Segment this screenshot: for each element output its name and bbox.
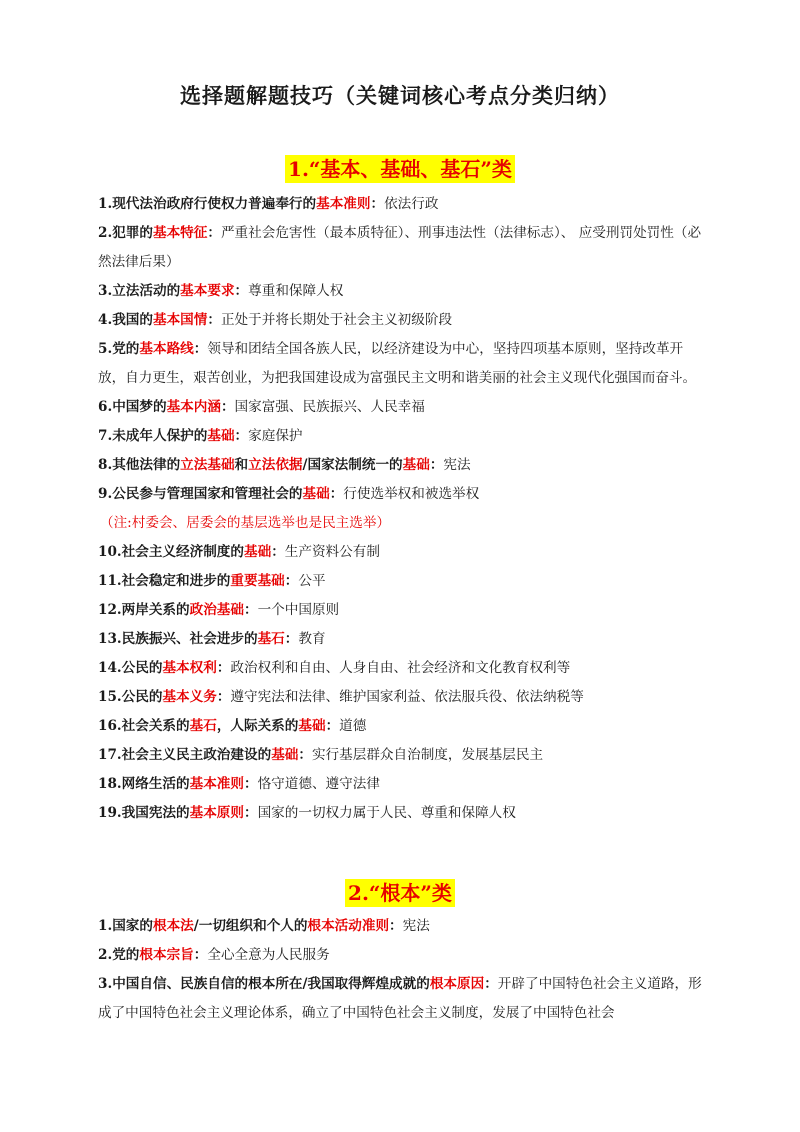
keyword-highlight: 基本原则 <box>189 805 244 821</box>
item-subject: ： <box>284 573 299 589</box>
keyword-highlight: 基础 <box>402 457 430 473</box>
item-number: 19. <box>98 805 122 821</box>
keyword-highlight: 根本宗旨 <box>139 947 194 963</box>
item-subject: 犯罪的 <box>112 225 153 241</box>
item-subject: 和 <box>234 457 249 473</box>
item-answer: 教育 <box>298 631 326 647</box>
item-subject: ： <box>216 689 231 705</box>
keyword-highlight: 基本权利 <box>162 660 217 676</box>
item-answer: 遵守宪法和法律、维护国家利益、依法服兵役、依法纳税等 <box>230 689 584 705</box>
list-item <box>98 567 708 596</box>
item-number: 1. <box>98 196 113 212</box>
list-item <box>98 654 708 683</box>
keyword-highlight: 基础 <box>207 428 235 444</box>
item-answer: 国家的一切权力属于人民、尊重和保障人权 <box>257 805 516 821</box>
item-subject: 现代法治政府行使权力普遍奉行的 <box>112 196 317 212</box>
item-answer: 依法行政 <box>384 196 439 212</box>
keyword-highlight: 根本原因 <box>429 976 485 992</box>
item-subject: ： <box>329 486 344 502</box>
item-number: 8. <box>98 457 113 473</box>
item-subject: ： <box>193 947 208 963</box>
item-subject: 两岸关系的 <box>121 602 190 618</box>
item-answer: 道德 <box>339 718 367 734</box>
item-subject: 其他法律的 <box>112 457 181 473</box>
keyword-highlight: 重要基础 <box>230 573 285 589</box>
keyword-highlight: 基本国情 <box>152 312 208 328</box>
item-subject: 社会稳定和进步的 <box>121 573 231 589</box>
item-number: 11. <box>98 573 122 589</box>
keyword-highlight: 基本要求 <box>180 283 235 299</box>
keyword-highlight: 基本路线 <box>139 341 194 357</box>
keyword-highlight: 基本准则 <box>189 776 244 792</box>
item-number: 5. <box>98 341 113 357</box>
section-heading-text: 1.“基本、基础、基石”类 <box>285 155 515 183</box>
item-subject: 我国宪法的 <box>121 805 190 821</box>
list-item <box>98 277 708 306</box>
item-subject: ： <box>244 602 258 618</box>
item-subject: ： <box>244 776 258 792</box>
list-item <box>98 538 708 567</box>
item-subject: ： <box>193 341 208 357</box>
item-answer: 政治权利和自由、人身自由、社会经济和文化教育权利等 <box>230 660 571 676</box>
item-subject: ： <box>370 196 385 212</box>
item-answer: 行使选举权和被选举权 <box>343 486 480 502</box>
item-subject: 立法活动的 <box>112 283 181 299</box>
item-answer: 实行基层群众自治制度，发展基层民主 <box>311 747 544 763</box>
item-answer: 生产资料公有制 <box>284 544 380 560</box>
list-item <box>98 912 708 941</box>
item-subject: 中国自信、民族自信的根本所在/我国取得辉煌成就的 <box>112 976 430 992</box>
list-item <box>98 335 708 393</box>
item-subject: ： <box>389 918 403 934</box>
list-item <box>98 941 708 970</box>
item-note: （注:村委会、居委会的基层选举也是民主选举） <box>100 515 391 531</box>
item-number: 10. <box>98 544 122 560</box>
item-subject: 社会主义经济制度的 <box>121 544 244 560</box>
item-subject: 民族振兴、社会进步的 <box>121 631 258 647</box>
item-subject: ： <box>216 660 231 676</box>
item-subject: 未成年人保护的 <box>112 428 208 444</box>
list-item <box>98 596 708 625</box>
item-subject: ，人际关系的 <box>216 718 299 734</box>
item-answer: 国家富强、民族振兴、人民幸福 <box>234 399 425 415</box>
item-number: 13. <box>98 631 122 647</box>
section-heading-text: 2.“根本”类 <box>345 879 455 907</box>
item-answer: 严重社会危害性（最本质特征）、刑事违法性（法律标志）、 应受刑罚处罚性（必然法律后果） <box>98 225 702 270</box>
item-subject: ： <box>271 544 285 560</box>
item-number: 16. <box>98 718 122 734</box>
document-title: 选择题解题技巧（关键词核心考点分类归纳） <box>180 83 620 108</box>
item-number: 7. <box>98 428 113 444</box>
item-answer: 家庭保护 <box>248 428 303 444</box>
item-answer: 恪守道德、遵守法律 <box>257 776 380 792</box>
list-item <box>98 422 708 451</box>
list-item <box>98 683 708 712</box>
section-items-fundamental <box>98 912 708 1028</box>
item-subject: ： <box>220 399 235 415</box>
item-subject: /一切组织和个人的 <box>193 918 308 934</box>
item-answer: 开辟了中国特色社会主义道路，形成了中国特色社会主义理论体系，确立了中国特色社会主义制度，发展了中国特色社会 <box>98 976 702 1021</box>
keyword-highlight: 根本活动准则 <box>307 918 390 934</box>
item-number: 12. <box>98 602 122 618</box>
item-subject: 社会主义民主政治建设的 <box>121 747 272 763</box>
list-item <box>98 625 708 654</box>
item-subject: ： <box>284 631 299 647</box>
keyword-highlight: 基本内涵 <box>166 399 221 415</box>
item-subject: 公民的 <box>121 660 163 676</box>
item-answer: 宪法 <box>443 457 471 473</box>
item-subject: /国家法制统一的 <box>302 457 403 473</box>
list-item <box>98 712 708 741</box>
item-number: 17. <box>98 747 122 763</box>
item-number: 9. <box>98 486 113 502</box>
list-item <box>98 451 708 480</box>
keyword-highlight: 基本特征 <box>152 225 208 241</box>
list-item <box>98 770 708 799</box>
item-answer: 尊重和保障人权 <box>248 283 344 299</box>
item-number: 15. <box>98 689 122 705</box>
item-subject: 公民的 <box>121 689 163 705</box>
keyword-highlight: 基本义务 <box>162 689 217 705</box>
keyword-highlight: 根本法 <box>152 918 194 934</box>
item-number: 3. <box>98 976 113 992</box>
list-item <box>98 741 708 770</box>
item-answer: 宪法 <box>402 918 430 934</box>
keyword-highlight: 基石 <box>257 631 285 647</box>
item-subject: ： <box>325 718 340 734</box>
list-item <box>98 799 708 828</box>
item-number: 2. <box>98 225 113 241</box>
item-subject: 社会关系的 <box>121 718 190 734</box>
keyword-highlight: 立法依据 <box>248 457 303 473</box>
item-subject: ： <box>234 283 249 299</box>
item-subject: ： <box>207 312 221 328</box>
item-answer: 一个中国原则 <box>257 602 340 618</box>
item-subject: 网络生活的 <box>121 776 190 792</box>
keyword-highlight: 基础 <box>244 544 272 560</box>
item-subject: 党的 <box>112 341 140 357</box>
item-subject: ： <box>484 976 498 992</box>
item-subject: 党的 <box>112 947 140 963</box>
keyword-highlight: 立法基础 <box>180 457 235 473</box>
item-answer: 正处于并将长期处于社会主义初级阶段 <box>220 312 453 328</box>
keyword-highlight: 基础 <box>302 486 330 502</box>
item-number: 6. <box>98 399 113 415</box>
item-number: 14. <box>98 660 122 676</box>
list-item <box>98 190 708 219</box>
item-subject: 国家的 <box>112 918 153 934</box>
section-heading-basic <box>0 155 800 183</box>
section-heading-fundamental <box>0 879 800 907</box>
item-answer: 公平 <box>298 573 326 589</box>
item-subject: ： <box>207 225 221 241</box>
item-subject: ： <box>298 747 312 763</box>
section-items-basic <box>98 190 708 828</box>
list-item <box>98 306 708 335</box>
keyword-highlight: 基石 <box>189 718 217 734</box>
item-answer: 全心全意为人民服务 <box>207 947 330 963</box>
item-number: 1. <box>98 918 113 934</box>
item-subject: 我国的 <box>112 312 153 328</box>
item-subject: ： <box>244 805 258 821</box>
list-item <box>98 219 708 277</box>
item-answer: 领导和团结全国各族人民，以经济建设为中心，坚持四项基本原则，坚持改革开放，自力更生，艰苦创业，为把我国建设成为富强民主文明和谐美丽的社会主义现代化强国而奋斗。 <box>98 341 697 386</box>
list-item <box>98 393 708 422</box>
keyword-highlight: 基础 <box>298 718 326 734</box>
item-subject: ： <box>234 428 249 444</box>
keyword-highlight: 政治基础 <box>189 602 244 618</box>
item-number: 3. <box>98 283 113 299</box>
item-number: 4. <box>98 312 113 328</box>
keyword-highlight: 基础 <box>271 747 299 763</box>
item-number: 2. <box>98 947 113 963</box>
item-subject: 公民参与管理国家和管理社会的 <box>112 486 303 502</box>
item-subject: 中国梦的 <box>112 399 167 415</box>
list-item <box>98 970 708 1028</box>
item-subject: ： <box>429 457 444 473</box>
item-number: 18. <box>98 776 122 792</box>
list-item <box>98 480 708 509</box>
keyword-highlight: 基本准则 <box>316 196 371 212</box>
